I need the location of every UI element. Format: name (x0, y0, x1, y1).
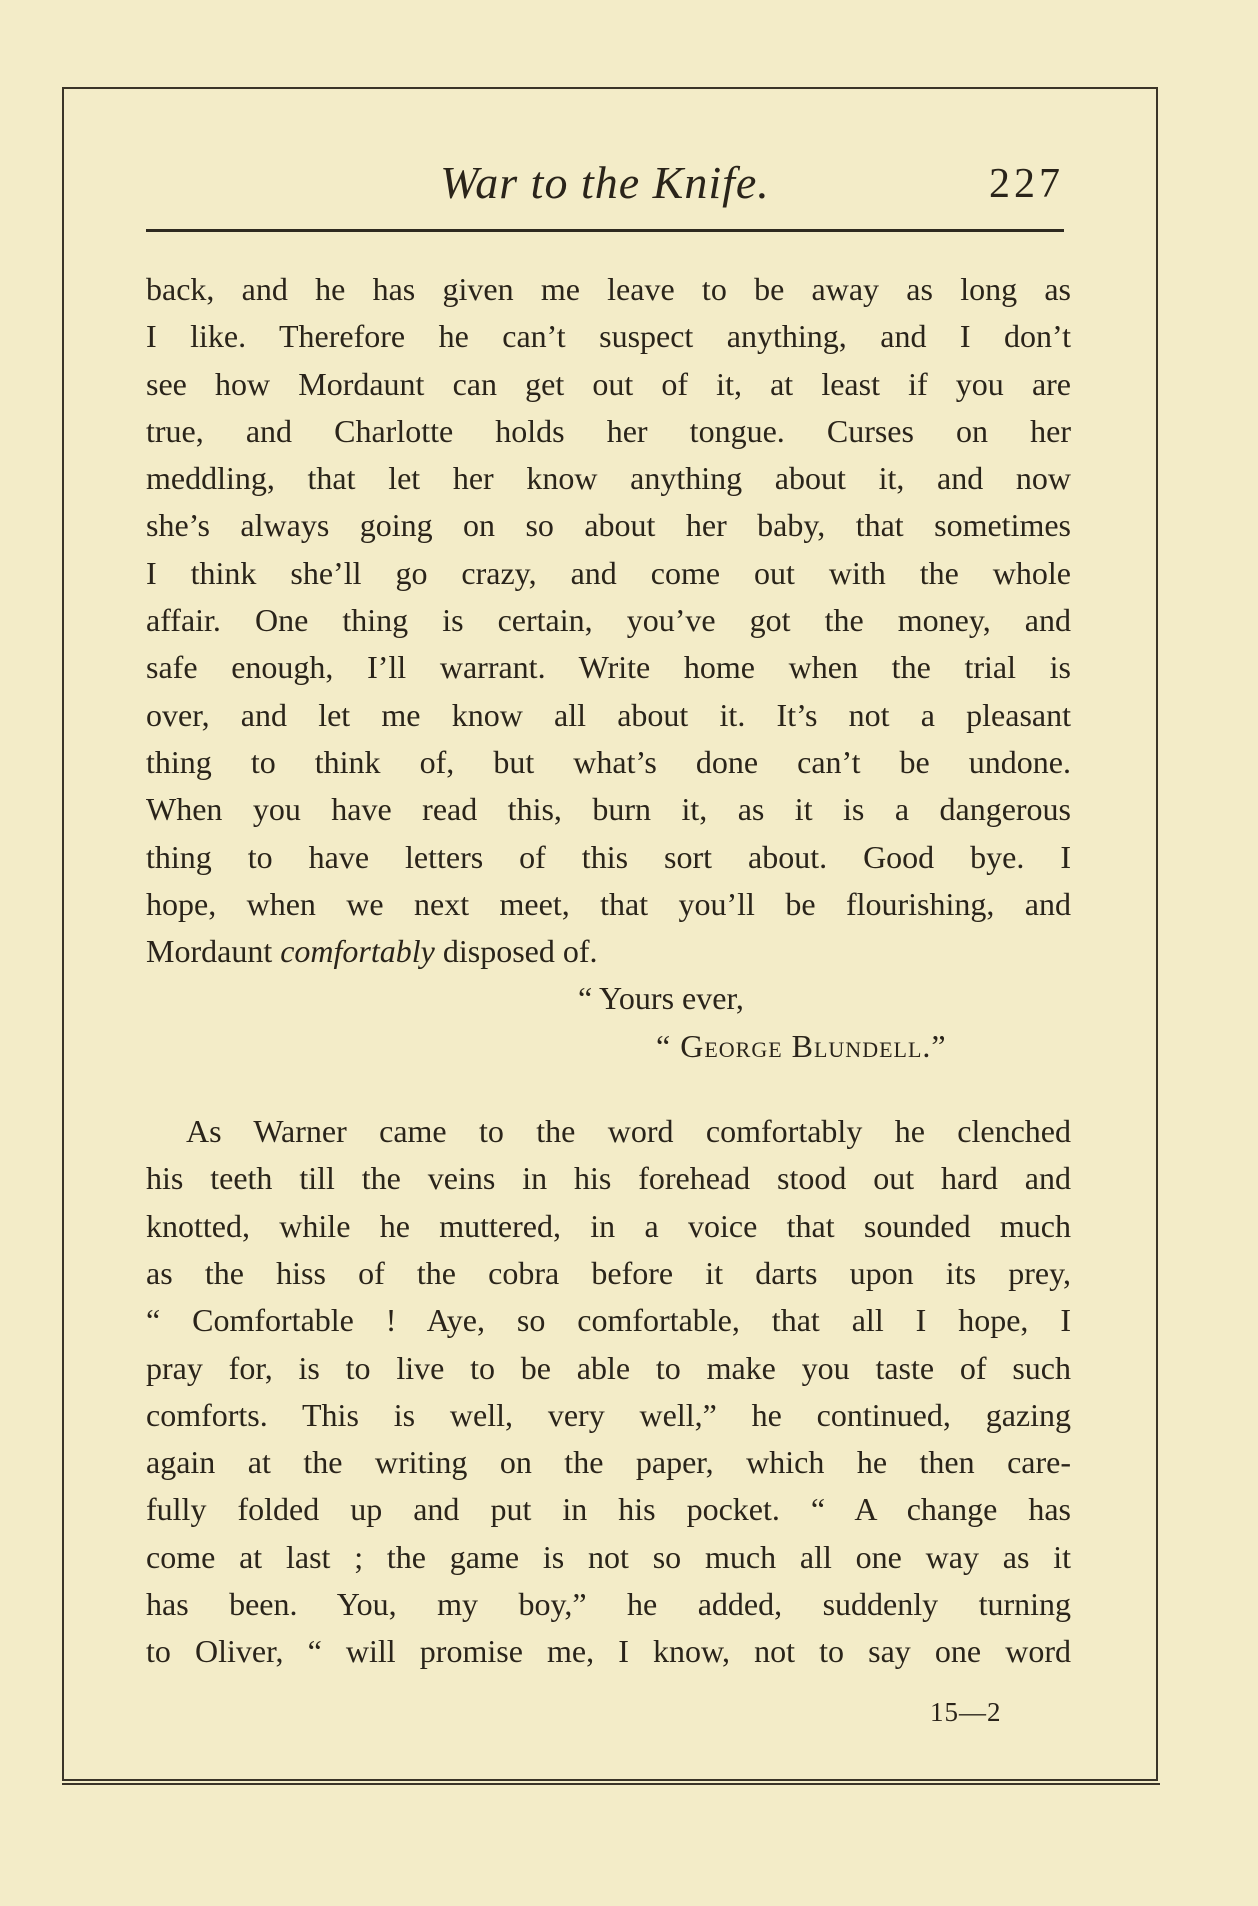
text-line: as the hiss of the cobra before it darts upon its prey, (146, 1254, 1071, 1291)
text-line: knotted, while he muttered, in a voice that sounded much (146, 1207, 1071, 1244)
text-line-final (146, 928, 1071, 975)
italic-word: comfortably (280, 933, 435, 970)
narrative-paragraph (146, 1108, 1071, 1676)
text-line: to Oliver, “ will promise me, I know, not to say one word (146, 1633, 1071, 1670)
running-title: War to the Knife. (440, 157, 770, 208)
text-line: come at last ; the game is not so much all one way as it (146, 1538, 1071, 1575)
text-line: As Warner came to the word comfortably he clenched (186, 1113, 1071, 1150)
text-line: When you have read this, burn it, as it is a dangerous (146, 791, 1071, 828)
text-line: pray for, is to live to be able to make you taste of such (146, 1349, 1071, 1386)
text-fragment: disposed of. (434, 933, 598, 970)
text-line: again at the writing on the paper, which he then care- (146, 1444, 1071, 1481)
text-line: “ Comfortable ! Aye, so comfortable, that all I hope, I (146, 1302, 1071, 1339)
text-line: thing to think of, but what’s done can’t be undone. (146, 743, 1071, 780)
bottom-border-line (62, 1783, 1160, 1785)
text-line: thing to have letters of this sort about. Good bye. I (146, 838, 1071, 875)
text-line: hope, when we next meet, that you’ll be flourishing, and (146, 885, 1071, 922)
text-fragment: Mordaunt (146, 933, 281, 970)
text-line: true, and Charlotte holds her tongue. Curses on her (146, 412, 1071, 449)
text-line: over, and let me know all about it. It’s not a pleasant (146, 696, 1071, 733)
letter-closing: “ Yours ever, (578, 980, 744, 1017)
letter-signature: “ George Blundell.” (656, 1027, 947, 1064)
page-header (146, 148, 1064, 218)
paragraph-gap (146, 1070, 1071, 1108)
body-text (146, 266, 1071, 1676)
printer-signature-mark: 15—2 (930, 1697, 1002, 1727)
text-line: back, and he has given me leave to be away as long as (146, 271, 1071, 307)
header-rule (146, 229, 1064, 232)
text-line: I like. Therefore he can’t suspect anything, and I don’t (146, 318, 1071, 355)
text-line: safe enough, I’ll warrant. Write home when the trial is (146, 649, 1071, 686)
text-line: comforts. This is well, very well,” he continued, gazing (146, 1396, 1071, 1433)
text-line: his teeth till the veins in his forehead stood out hard and (146, 1160, 1071, 1197)
text-line: has been. You, my boy,” he added, suddenly turning (146, 1586, 1071, 1623)
text-line: she’s always going on so about her baby, that sometimes (146, 507, 1071, 544)
text-line: fully folded up and put in his pocket. “ A change has (146, 1491, 1071, 1528)
text-line: I think she’ll go crazy, and come out with the whole (146, 554, 1071, 591)
page-number: 227 (989, 161, 1064, 207)
text-line: affair. One thing is certain, you’ve got the money, and (146, 602, 1071, 639)
text-line: see how Mordaunt can get out of it, at least if you are (146, 365, 1071, 402)
letter-body (146, 266, 1071, 1070)
text-line: meddling, that let her know anything about it, and now (146, 460, 1071, 497)
